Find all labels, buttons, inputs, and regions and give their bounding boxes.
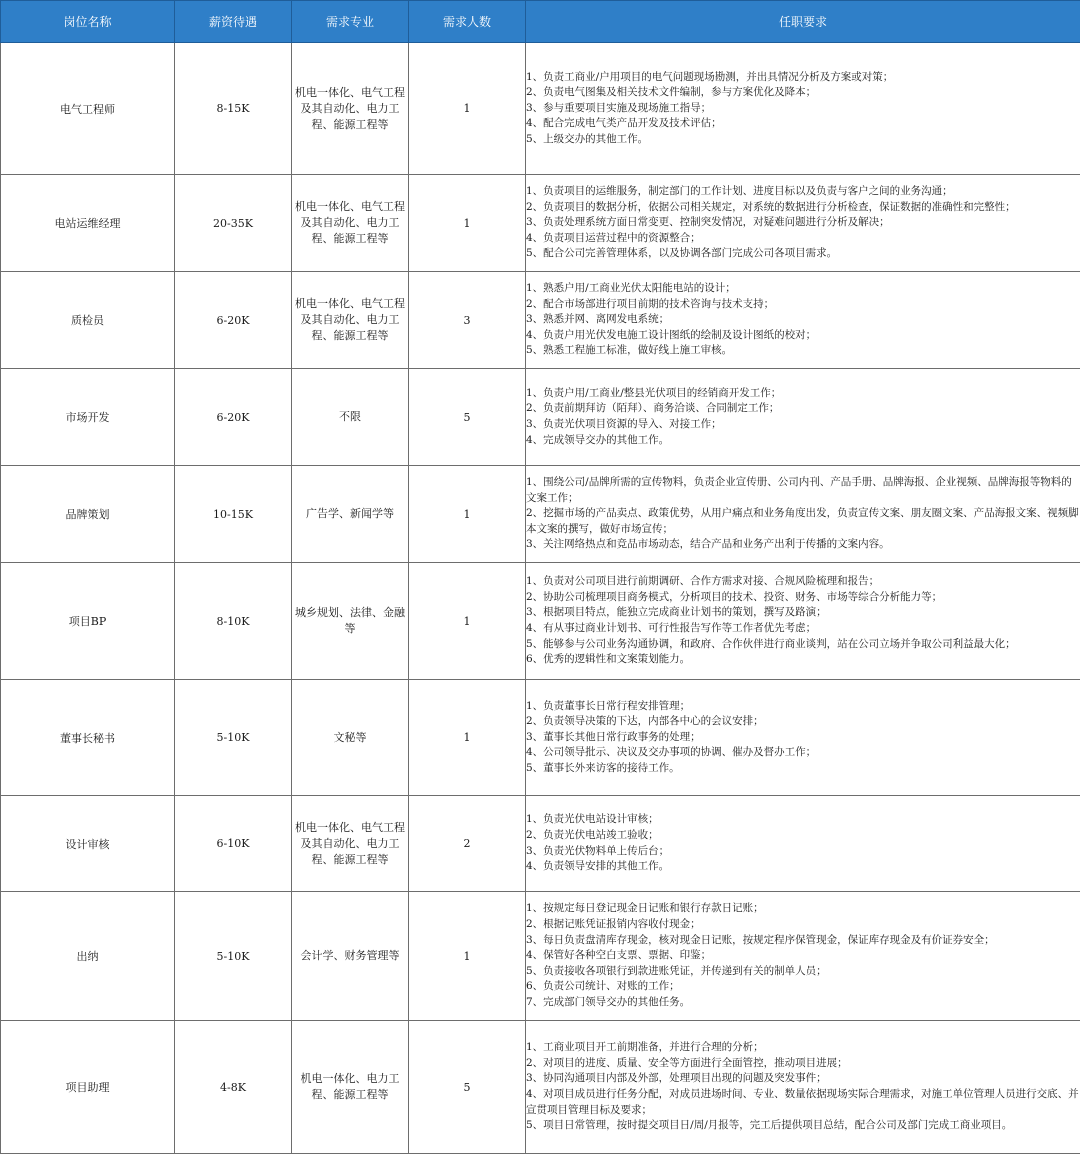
major-cell: 文秘等 [292, 680, 409, 796]
count-cell: 3 [409, 272, 526, 369]
requirement-item: 2、配合市场部进行项目前期的技术咨询与技术支持； [526, 297, 775, 310]
table-row [1, 892, 1080, 1021]
requirement-item: 3、根据项目特点，能独立完成商业计划书的策划，撰写及路演； [526, 606, 827, 619]
requirement-item: 2、挖掘市场的产品卖点、政策优势，从用户痛点和业务角度出发，负责宣传文案、朋友圈文案、产品海报文案、视频脚本文案的撰写，做好市场宣传； [526, 507, 1079, 535]
count-cell: 1 [409, 43, 526, 175]
requirements-cell [526, 1021, 1080, 1154]
table-row [1, 43, 1080, 175]
count-cell: 1 [409, 563, 526, 680]
header-count: 需求人数 [409, 1, 526, 43]
requirement-item: 2、协助公司梳理项目商务模式，分析项目的技术、投资、财务、市场等综合分析能力等； [526, 590, 943, 603]
requirement-item: 1、负责光伏电站设计审核； [526, 813, 659, 826]
major-cell: 机电一体化、电气工程及其自动化、电力工程、能源工程等 [292, 175, 409, 272]
position-cell: 电站运维经理 [1, 175, 175, 272]
requirement-item: 1、负责项目的运维服务，制定部门的工作计划、进度目标以及负责与客户之间的业务沟通； [526, 185, 953, 198]
requirements-cell [526, 466, 1080, 563]
salary-cell: 20-35K [175, 175, 292, 272]
requirement-item: 4、有从事过商业计划书、可行性报告写作等工作者优先考虑； [526, 622, 817, 634]
count-cell: 1 [409, 892, 526, 1021]
salary-cell: 8-15K [175, 43, 292, 175]
requirement-item: 1、按规定每日登记现金日记账和银行存款日记账； [526, 902, 764, 915]
requirement-item: 3、每日负责盘清库存现金，核对现金日记账，按规定程序保管现金，保证库存现金及有价证券安全； [526, 933, 995, 946]
requirement-item: 7、完成部门领导交办的其他任务。 [526, 995, 691, 1008]
requirement-item: 2、负责电气图集及相关技术文件编制，参与方案优化及降本； [526, 86, 817, 99]
requirement-item: 4、公司领导批示、决议及交办事项的协调、催办及督办工作； [526, 746, 817, 759]
major-cell: 不限 [292, 369, 409, 466]
salary-cell: 6-20K [175, 272, 292, 369]
requirement-item: 1、工商业项目开工前期准备，并进行合理的分析； [526, 1041, 764, 1054]
requirements-cell [526, 796, 1080, 892]
requirement-item: 2、负责项目的数据分析，依据公司相关规定，对系统的数据进行分析检查，保证数据的准确性和完整性； [526, 200, 1016, 213]
table-row [1, 369, 1080, 466]
requirement-item: 2、负责光伏电站竣工验收； [526, 828, 659, 841]
position-cell: 市场开发 [1, 369, 175, 466]
requirements-cell [526, 369, 1080, 466]
count-cell: 2 [409, 796, 526, 892]
count-cell: 5 [409, 1021, 526, 1154]
header-salary: 薪资待遇 [175, 1, 292, 43]
count-cell: 1 [409, 175, 526, 272]
requirement-item: 5、董事长外来访客的接待工作。 [526, 761, 680, 774]
requirement-item: 1、熟悉户用/工商业光伏太阳能电站的设计； [526, 282, 736, 295]
requirement-item: 4、保管好各种空白支票、票据、印鉴； [526, 949, 712, 962]
requirement-item: 4、完成领导交办的其他工作。 [526, 433, 670, 446]
table-row [1, 680, 1080, 796]
table-row [1, 175, 1080, 272]
requirement-item: 3、负责处理系统方面日常变更、控制突发情况，对疑难问题进行分析及解决； [526, 216, 890, 229]
requirement-item: 5、能够参与公司业务沟通协调，和政府、合作伙伴进行商业谈判，站在公司立场并争取公司利益最大化； [526, 637, 1016, 650]
salary-cell: 6-20K [175, 369, 292, 466]
requirement-item: 4、对项目成员进行任务分配，对成员进场时间、专业、数量依据现场实际合理需求，对施工单位管理人员进行交底、并宣贯项目管理目标及要求； [526, 1088, 1079, 1116]
requirement-item: 3、关注网络热点和竞品市场动态，结合产品和业务产出利于传播的文案内容。 [526, 538, 890, 551]
requirement-item: 1、围绕公司/品牌所需的宣传物料，负责企业宣传册、公司内刊、产品手册、品牌海报、企业视频、品牌海报等物料的文案工作； [526, 476, 1072, 504]
salary-cell: 4-8K [175, 1021, 292, 1154]
position-cell: 品牌策划 [1, 466, 175, 563]
requirement-item: 5、负责接收各项银行到款进账凭证，并传递到有关的制单人员； [526, 964, 827, 977]
header-position: 岗位名称 [1, 1, 175, 43]
count-cell: 1 [409, 466, 526, 563]
major-cell: 会计学、财务管理等 [292, 892, 409, 1021]
major-cell: 城乡规划、法律、金融等 [292, 563, 409, 680]
requirement-item: 1、负责工商业/户用项目的电气问题现场勘测，并出具情况分析及方案或对策； [526, 70, 894, 83]
major-cell: 机电一体化、电气工程及其自动化、电力工程、能源工程等 [292, 43, 409, 175]
job-table-body [1, 43, 1080, 1154]
count-cell: 1 [409, 680, 526, 796]
requirement-item: 3、董事长其他日常行政事务的处理； [526, 730, 701, 743]
requirement-item: 1、负责户用/工商业/整县光伏项目的经销商开发工作； [526, 386, 782, 399]
requirement-item: 1、负责董事长日常行程安排管理； [526, 699, 691, 712]
salary-cell: 10-15K [175, 466, 292, 563]
count-cell: 5 [409, 369, 526, 466]
salary-cell: 5-10K [175, 892, 292, 1021]
table-row [1, 796, 1080, 892]
requirements-cell [526, 563, 1080, 680]
major-cell: 机电一体化、电力工程、能源工程等 [292, 1021, 409, 1154]
requirement-item: 4、配合完成电气类产品开发及技术评估； [526, 117, 722, 130]
position-cell: 质检员 [1, 272, 175, 369]
requirements-cell [526, 680, 1080, 796]
position-cell: 出纳 [1, 892, 175, 1021]
requirement-item: 3、协同沟通项目内部及外部，处理项目出现的问题及突发事件； [526, 1072, 827, 1085]
header-requirements: 任职要求 [526, 1, 1080, 43]
requirement-item: 4、负责户用光伏发电施工设计图纸的绘制及设计图纸的校对； [526, 328, 817, 341]
requirement-item: 3、负责光伏项目资源的导入、对接工作； [526, 418, 722, 430]
salary-cell: 5-10K [175, 680, 292, 796]
requirement-item: 2、负责领导决策的下达，内部各中心的会议安排； [526, 715, 764, 728]
table-row [1, 1021, 1080, 1154]
requirements-cell [526, 43, 1080, 175]
requirement-item: 3、负责光伏物料单上传后台； [526, 844, 670, 857]
requirement-item: 5、项目日常管理，按时提交项目日/周/月报等，完工后提供项目总结，配合公司及部门完成工商业项目。 [526, 1119, 1013, 1132]
requirements-cell [526, 175, 1080, 272]
requirement-item: 3、熟悉并网、离网发电系统； [526, 313, 670, 326]
major-cell: 广告学、新闻学等 [292, 466, 409, 563]
table-row [1, 272, 1080, 369]
salary-cell: 6-10K [175, 796, 292, 892]
requirement-item: 5、上级交办的其他工作。 [526, 132, 649, 145]
position-cell: 设计审核 [1, 796, 175, 892]
table-header-row [1, 1, 1080, 43]
requirement-item: 1、负责对公司项目进行前期调研、合作方需求对接、合规风险梳理和报告； [526, 575, 880, 588]
position-cell: 电气工程师 [1, 43, 175, 175]
header-major: 需求专业 [292, 1, 409, 43]
requirement-item: 5、配合公司完善管理体系，以及协调各部门完成公司各项目需求。 [526, 247, 838, 260]
requirement-item: 3、参与重要项目实施及现场施工指导； [526, 101, 712, 114]
requirement-item: 6、负责公司统计、对账的工作； [526, 980, 680, 993]
requirement-item: 2、负责前期拜访（陌拜）、商务洽谈、合同制定工作； [526, 402, 780, 415]
requirement-item: 2、对项目的进度、质量、安全等方面进行全面管控，推动项目进展； [526, 1056, 848, 1069]
table-row [1, 466, 1080, 563]
requirement-item: 5、熟悉工程施工标准，做好线上施工审核。 [526, 344, 733, 357]
salary-cell: 8-10K [175, 563, 292, 680]
requirement-item: 4、负责领导安排的其他工作。 [526, 860, 670, 873]
position-cell: 项目BP [1, 563, 175, 680]
major-cell: 机电一体化、电气工程及其自动化、电力工程、能源工程等 [292, 272, 409, 369]
requirement-item: 6、优秀的逻辑性和文案策划能力。 [526, 653, 691, 666]
requirement-item: 2、根据记账凭证报销内容收付现金； [526, 918, 701, 931]
requirement-item: 4、负责项目运营过程中的资源整合； [526, 231, 701, 244]
position-cell: 董事长秘书 [1, 680, 175, 796]
table-row [1, 563, 1080, 680]
major-cell: 机电一体化、电气工程及其自动化、电力工程、能源工程等 [292, 796, 409, 892]
requirements-cell [526, 892, 1080, 1021]
position-cell: 项目助理 [1, 1021, 175, 1154]
requirements-cell [526, 272, 1080, 369]
